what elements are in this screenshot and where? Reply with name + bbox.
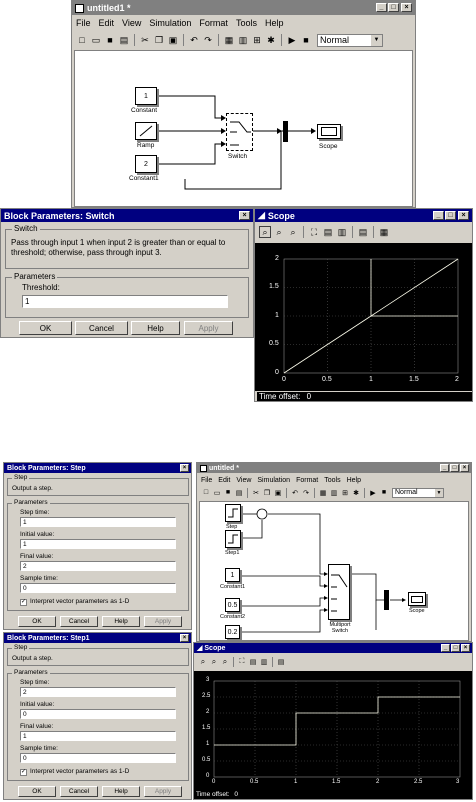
print-icon[interactable]: ▤ [235, 489, 243, 497]
toolbar-separator [183, 34, 184, 46]
constant2-label: Constant2 [220, 614, 246, 620]
toolbar-separator [352, 226, 353, 238]
scope2-titlebar[interactable] [194, 643, 472, 653]
constant2-value: 0.5 [227, 601, 238, 609]
y-tick: 0 [275, 369, 279, 376]
zoom-icon[interactable]: ⌕ [259, 226, 271, 238]
minimize-icon[interactable]: _ [440, 464, 449, 472]
constant1-value: 1 [230, 571, 235, 579]
y-tick: 3 [206, 677, 210, 683]
sample-time-label: Sample time: [20, 575, 58, 582]
menu-edit[interactable]: Edit [218, 476, 231, 484]
scope-label: Scope [409, 608, 425, 614]
toolbar-separator [286, 488, 287, 498]
constant-block[interactable] [135, 87, 157, 105]
ok-button[interactable]: OK [19, 321, 72, 335]
menu-help[interactable]: Help [264, 18, 284, 28]
time-offset-value: 0 [234, 791, 239, 798]
initial-value-label: Initial value: [20, 701, 55, 708]
step-label: Step [226, 524, 238, 530]
menu-tools[interactable]: Tools [324, 476, 341, 484]
model-window-1 [71, 0, 416, 208]
model1-titlebar[interactable] [72, 1, 415, 15]
copy-icon[interactable]: ❐ [154, 34, 164, 45]
model2-title: untitled * [209, 464, 239, 472]
scope-block[interactable] [408, 592, 426, 606]
stop-icon[interactable]: ■ [303, 35, 309, 45]
step1-dialog-title: Block Parameters: Step1 [7, 634, 90, 642]
parameters-label: Parameters [14, 272, 56, 281]
time-offset-value: 0 [306, 392, 312, 401]
constant2-block[interactable] [225, 598, 240, 612]
sample-time-input[interactable] [20, 753, 176, 763]
y-tick: 0.5 [202, 757, 211, 763]
scope-block[interactable] [317, 124, 341, 139]
constant1-label: Constant1 [129, 175, 159, 182]
toolbar-separator [134, 34, 135, 46]
scope-title-icon: ◢ [258, 210, 265, 220]
initial-value: 0 [23, 710, 27, 718]
open-icon[interactable]: ▭ [213, 489, 221, 497]
x-tick: 2.5 [414, 779, 423, 785]
step-time-input[interactable] [20, 687, 176, 697]
sim-mode-value: Normal [395, 489, 418, 496]
switch-params-dialog [0, 208, 254, 338]
initial-value-input[interactable] [20, 709, 176, 719]
play-icon[interactable]: ▶ [370, 489, 376, 497]
step1-parameters-group [7, 669, 189, 781]
step1-label: Step1 [225, 550, 240, 556]
sum-block [257, 509, 267, 519]
chevron-down-icon: ▼ [371, 35, 382, 46]
print-icon[interactable]: ▤ [358, 226, 368, 237]
interpret-vector-checkbox[interactable]: ✓ [21, 599, 27, 605]
step-parameters-group [7, 499, 189, 611]
model2-menubar [197, 475, 471, 485]
menu-format[interactable]: Format [296, 476, 319, 484]
ramp-label: Ramp [137, 142, 155, 149]
scope2-toolbar [194, 655, 472, 668]
step1-description-group [7, 644, 189, 666]
apply-button[interactable]: Apply [144, 786, 182, 797]
scope-label: Scope [319, 143, 338, 150]
close-icon[interactable]: × [458, 211, 469, 220]
zoom-y-icon[interactable]: ⌕ [222, 656, 228, 666]
step-group-label: Step [14, 474, 28, 481]
toolbar-separator [303, 226, 304, 238]
step-dialog-titlebar[interactable] [4, 463, 191, 473]
debug-icon[interactable]: ✱ [267, 34, 275, 45]
menu-simulation[interactable]: Simulation [149, 18, 192, 28]
toolbar-separator [373, 226, 374, 238]
scope-icon [321, 127, 337, 136]
threshold-label: Threshold: [22, 283, 60, 292]
cancel-button[interactable]: Cancel [75, 321, 128, 335]
switch-group-label: Switch [14, 224, 38, 233]
model2-toolbar [197, 486, 471, 499]
chevron-down-icon: ▼ [436, 489, 442, 496]
final-value: 1 [23, 732, 27, 740]
zoom-y-icon[interactable]: ⌕ [290, 226, 296, 237]
model2-titlebar[interactable] [197, 463, 471, 473]
step1-params-dialog [3, 632, 192, 800]
help-button[interactable]: Help [102, 786, 140, 797]
switch-description-group [5, 224, 249, 269]
menu-help[interactable]: Help [346, 476, 361, 484]
toolbar-separator [281, 34, 282, 46]
open-icon[interactable]: ▭ [91, 34, 101, 45]
toolbar-separator [218, 34, 219, 46]
x-tick: 1.5 [332, 779, 341, 785]
copy-icon[interactable]: ❐ [263, 489, 271, 497]
final-value-input[interactable] [20, 731, 176, 741]
print-icon[interactable]: ▤ [277, 658, 285, 666]
step-dialog-title: Block Parameters: Step [7, 464, 86, 472]
close-icon[interactable]: × [180, 634, 189, 642]
scope1-plot-area [255, 243, 473, 391]
new-icon[interactable]: □ [203, 489, 209, 496]
final-value: 2 [23, 562, 27, 570]
x-tick: 0.5 [322, 376, 332, 383]
ramp-icon [137, 124, 155, 138]
new-icon[interactable]: □ [79, 35, 85, 45]
constant1-label: Constant1 [220, 584, 246, 590]
toolbar-separator [233, 657, 234, 667]
x-tick: 0 [282, 376, 286, 383]
simulink-icon [200, 465, 207, 472]
constant-value: 1 [144, 92, 148, 100]
x-tick: 0 [212, 779, 216, 785]
step-description: Output a step. [12, 485, 53, 492]
menu-edit[interactable]: Edit [98, 18, 115, 28]
step-time-input[interactable] [20, 517, 176, 527]
save-icon[interactable]: ■ [225, 489, 231, 496]
redo-icon[interactable]: ↷ [204, 34, 212, 45]
parameters-label: Parameters [14, 669, 48, 676]
step-time-value: 1 [23, 518, 27, 526]
model-explorer-icon[interactable]: ▥ [238, 34, 248, 45]
x-tick: 1.5 [409, 376, 419, 383]
close-icon[interactable]: × [180, 464, 189, 472]
step-time-value: 2 [23, 688, 27, 696]
sample-time-value: 0 [23, 584, 27, 592]
scope1-title: Scope [267, 210, 295, 221]
constant1-block[interactable] [225, 568, 240, 582]
close-icon[interactable]: × [460, 464, 469, 472]
autoscale-icon[interactable]: ⛶ [310, 226, 318, 237]
ramp-block[interactable] [135, 122, 157, 140]
y-tick: 1.5 [269, 283, 279, 290]
model1-menubar [72, 17, 415, 29]
step-icon [226, 506, 240, 520]
x-tick: 3 [456, 779, 460, 785]
final-value-label: Final value: [20, 553, 54, 560]
menu-file[interactable]: File [76, 18, 91, 28]
y-tick: 1.5 [202, 725, 211, 731]
constant-label: Constant [131, 107, 158, 114]
redo-icon[interactable]: ↷ [303, 489, 309, 497]
model1-toolbar [72, 32, 415, 48]
threshold-input[interactable] [22, 295, 228, 308]
step1-block[interactable] [225, 530, 241, 548]
step1-description: Output a step. [12, 655, 53, 662]
menu-view[interactable]: View [122, 18, 142, 28]
toolbar-separator [247, 488, 248, 498]
sim-mode-select[interactable] [317, 34, 383, 47]
parameters-icon[interactable]: ▦ [379, 226, 389, 237]
save-axes-icon[interactable]: ▤ [323, 226, 333, 237]
help-button[interactable]: Help [131, 321, 180, 335]
maximize-icon[interactable]: □ [388, 3, 399, 12]
final-value-input[interactable] [20, 561, 176, 571]
interpret-vector-label: Interpret vector parameters as 1-D [30, 768, 130, 775]
close-icon[interactable]: × [239, 211, 250, 220]
time-offset-label: Time offset: [196, 791, 230, 798]
model-window-2 [196, 462, 472, 642]
initial-value-input[interactable] [20, 539, 176, 549]
step-icon [226, 532, 240, 546]
print-icon[interactable]: ▤ [119, 34, 129, 45]
library-browser-icon[interactable]: ▦ [224, 34, 234, 45]
constant3-value: 0.2 [227, 628, 238, 636]
y-tick: 0 [206, 773, 210, 779]
zoom-icon[interactable]: ⌕ [200, 656, 206, 666]
model2-canvas[interactable] [199, 501, 469, 641]
parameters-label: Parameters [14, 499, 48, 506]
initial-value: 1 [23, 540, 27, 548]
time-offset-label: Time offset: [259, 392, 301, 401]
debug-icon[interactable]: ✱ [353, 489, 359, 497]
sample-time-label: Sample time: [20, 745, 58, 752]
y-tick: 2.5 [202, 693, 211, 699]
minimize-icon[interactable]: _ [433, 211, 444, 220]
multiport-switch-block[interactable] [328, 564, 350, 620]
scope-window-1 [254, 208, 473, 402]
y-tick: 2 [275, 255, 279, 262]
interpret-vector-label: Interpret vector parameters as 1-D [30, 598, 130, 605]
restore-axes-icon[interactable]: ▥ [260, 658, 268, 666]
y-tick: 1 [275, 312, 279, 319]
scope-icon [411, 596, 423, 603]
step-block[interactable] [225, 504, 241, 522]
threshold-value: 1 [25, 297, 30, 306]
zoom-x-icon[interactable]: ⌕ [211, 656, 217, 666]
toolbar-separator [314, 488, 315, 498]
play-icon[interactable]: ▶ [288, 34, 296, 45]
toolbar-separator [272, 657, 273, 667]
x-tick: 1 [369, 376, 373, 383]
cut-icon[interactable]: ✂ [141, 34, 149, 45]
scope1-time-offset [257, 392, 473, 402]
hierarchy-icon[interactable]: ⊞ [253, 34, 261, 45]
ok-button[interactable]: OK [18, 616, 56, 627]
constant1-block[interactable] [135, 155, 157, 173]
interpret-vector-checkbox[interactable]: ✓ [21, 769, 27, 775]
model1-title: untitled1 * [87, 3, 131, 13]
scope-title-icon: ◢ [197, 645, 203, 652]
switch-label: Switch [228, 153, 248, 160]
x-tick: 1 [294, 779, 298, 785]
ok-button[interactable]: OK [18, 786, 56, 797]
cut-icon[interactable]: ✂ [253, 489, 259, 497]
initial-value-label: Initial value: [20, 531, 55, 538]
save-icon[interactable]: ■ [107, 35, 113, 45]
paste-icon[interactable]: ▣ [168, 34, 178, 45]
model-explorer-icon[interactable]: ▥ [330, 489, 338, 497]
y-tick: 1 [206, 741, 210, 747]
maximize-icon[interactable]: □ [450, 464, 459, 472]
simulink-icon [75, 4, 84, 13]
sample-time-value: 0 [23, 754, 27, 762]
sample-time-input[interactable] [20, 583, 176, 593]
menu-simulation[interactable]: Simulation [257, 476, 291, 484]
model1-canvas[interactable] [74, 50, 413, 207]
maximize-icon[interactable]: □ [451, 644, 460, 652]
scope1-plot [255, 243, 473, 391]
close-icon[interactable]: × [461, 644, 470, 652]
minimize-icon[interactable]: _ [441, 644, 450, 652]
final-value-label: Final value: [20, 723, 54, 730]
save-axes-icon[interactable]: ▤ [249, 658, 257, 666]
cancel-button[interactable]: Cancel [60, 786, 98, 797]
help-button[interactable]: Help [102, 616, 140, 627]
constant3-block[interactable] [225, 625, 240, 639]
step-time-label: Step time: [20, 679, 50, 686]
switch-dialog-title: Block Parameters: Switch [4, 210, 115, 221]
stop-icon[interactable]: ■ [381, 489, 387, 496]
step1-group-label: Step [14, 644, 28, 651]
multiport-switch-label: Multiport Switch [329, 622, 351, 634]
x-tick: 2 [376, 779, 380, 785]
sim-mode-value: Normal [320, 35, 350, 45]
switch-block[interactable] [226, 113, 253, 151]
apply-button[interactable]: Apply [144, 616, 182, 627]
y-tick: 2 [206, 709, 210, 715]
apply-button[interactable]: Apply [184, 321, 233, 335]
paste-icon[interactable]: ▣ [274, 489, 282, 497]
x-tick: 0.5 [250, 779, 259, 785]
step-time-label: Step time: [20, 509, 50, 516]
menu-view[interactable]: View [236, 476, 252, 484]
multiport-switch-icon [329, 565, 349, 619]
scope2-plot [194, 671, 473, 791]
scope1-toolbar [255, 224, 472, 240]
restore-axes-icon[interactable]: ▥ [337, 226, 347, 237]
zoom-x-icon[interactable]: ⌕ [276, 226, 282, 237]
scope2-time-offset [194, 791, 473, 800]
cancel-button[interactable]: Cancel [60, 616, 98, 627]
minimize-icon[interactable]: _ [376, 3, 387, 12]
sim-mode-select[interactable] [392, 488, 444, 498]
menu-format[interactable]: Format [199, 18, 228, 28]
step-params-dialog [3, 462, 192, 630]
hierarchy-icon[interactable]: ⊞ [342, 489, 348, 497]
y-tick: 0.5 [269, 340, 279, 347]
library-browser-icon[interactable]: ▦ [319, 489, 327, 497]
maximize-icon[interactable]: □ [445, 211, 456, 220]
scope2-title: Scope [204, 644, 226, 652]
x-tick: 2 [455, 376, 459, 383]
switch-icon [227, 114, 252, 150]
autoscale-icon[interactable]: ⛶ [239, 657, 245, 665]
step-description-group [7, 474, 189, 496]
switch-description: Pass through input 1 when input 2 is greater than or equal to threshold; otherwise, pass through input 3. [11, 238, 226, 257]
constant1-value: 2 [144, 160, 148, 168]
scope2-plot-area [194, 671, 473, 791]
undo-icon[interactable]: ↶ [292, 489, 298, 497]
menu-file[interactable]: File [201, 476, 213, 484]
switch-parameters-group [5, 272, 249, 318]
switch-dialog-titlebar[interactable] [1, 209, 253, 222]
scope-window-2 [193, 642, 473, 800]
toolbar-separator [364, 488, 365, 498]
close-icon[interactable]: × [401, 3, 412, 12]
menu-tools[interactable]: Tools [235, 18, 257, 28]
step1-dialog-titlebar[interactable] [4, 633, 191, 643]
undo-icon[interactable]: ↶ [190, 34, 198, 45]
